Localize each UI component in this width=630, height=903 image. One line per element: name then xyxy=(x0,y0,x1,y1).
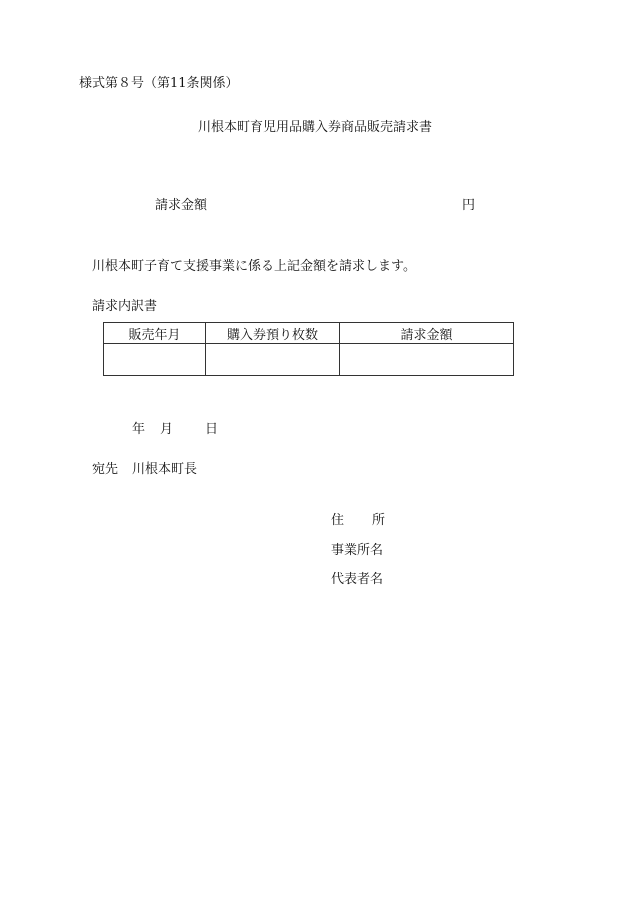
addressee-label: 宛先 xyxy=(92,462,119,477)
table-row xyxy=(104,344,514,376)
date-line xyxy=(132,418,218,437)
signatory-office-name: 事業所名 xyxy=(331,543,384,558)
amount-unit: 円 xyxy=(462,198,476,213)
header-request-amount: 請求金額 xyxy=(340,323,514,344)
breakdown-title: 請求内訳書 xyxy=(92,299,158,314)
header-sales-month: 販売年月 xyxy=(104,323,206,344)
document-title: 川根本町育児用品購入券商品販売請求書 xyxy=(197,120,432,135)
signatory-address xyxy=(331,509,385,528)
table-header-row xyxy=(104,323,514,344)
cell-voucher-count[interactable] xyxy=(206,344,340,376)
form-number: 様式第８号（第11条関係） xyxy=(79,76,239,91)
request-statement: 川根本町子育て支援事業に係る上記金額を請求します。 xyxy=(92,259,416,274)
breakdown-table xyxy=(103,322,514,376)
header-voucher-count: 購入券預り枚数 xyxy=(206,323,340,344)
addressee-name: 川根本町長 xyxy=(132,462,198,477)
date-month: 月 xyxy=(160,422,174,437)
address-label-2: 所 xyxy=(372,513,386,528)
amount-label: 請求金額 xyxy=(155,198,208,213)
signatory-representative: 代表者名 xyxy=(331,572,384,587)
cell-request-amount[interactable] xyxy=(340,344,514,376)
cell-sales-month[interactable] xyxy=(104,344,206,376)
addressee xyxy=(92,458,197,477)
date-day: 日 xyxy=(205,422,219,437)
date-year: 年 xyxy=(132,422,146,437)
address-label-1: 住 xyxy=(331,513,345,528)
